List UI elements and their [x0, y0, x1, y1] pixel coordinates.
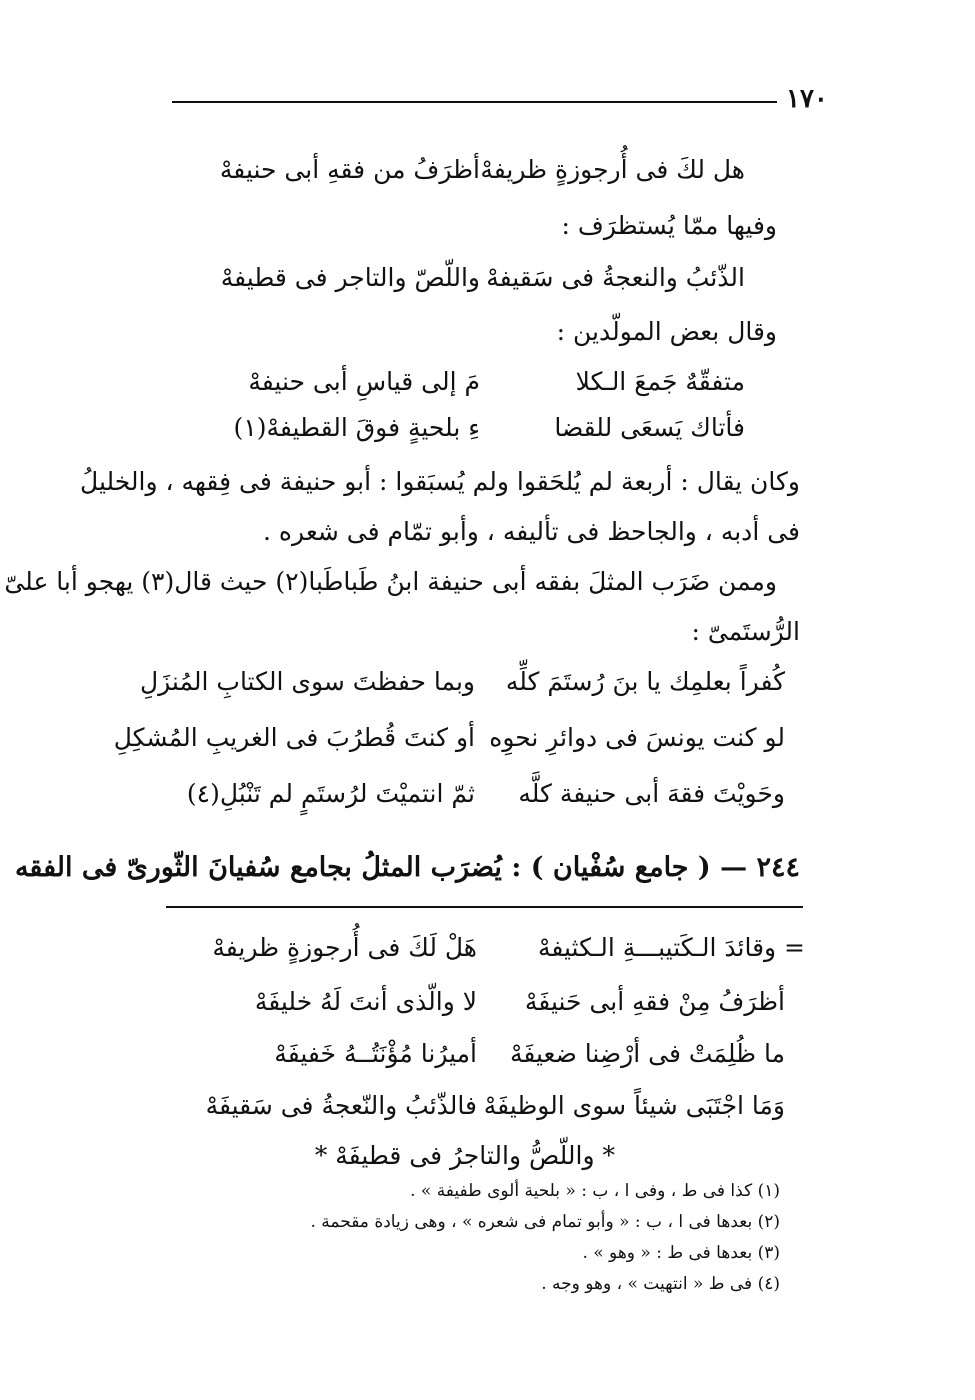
verse-hemistich: أو كنتَ قُطرُبَ فى الغريبِ المُشكِلِ [113, 723, 475, 752]
prose-line: الرُّستَمىّ : [691, 617, 800, 646]
verse-hemistich: واللّصّ والتاجر فى قطيفهْ [220, 263, 480, 292]
footnote: (٢) بعدها فى ا ، ب : « وأبو تمام فى شعره » ، وهى زيادة مقحمة . [310, 1212, 780, 1232]
note-verse-hemistich: ما ظُلِمَتْ فى أرْضِنا ضعيفَهْ [509, 1039, 785, 1068]
verse-hemistich: هل لكَ فى أُرجوزةٍ ظريفهْ [480, 155, 745, 184]
note-verse-hemistich: فالذّئبُ والنّعجةُ فى سَقيفَهْ [205, 1091, 477, 1120]
prose-line: وكان يقال : أربعة لم يُلحَقوا ولم يُسبَقوا : أبو حنيفة فى فِقهه ، والخليلُ [80, 467, 800, 496]
verse-hemistich: الذّئبُ والنعجةُ فى سَقيفهْ [486, 263, 745, 292]
verse-hemistich: وحَويْتَ فقهَ أبى حنيفة كلَّه [518, 779, 785, 808]
intro-line: وقال بعض المولّدين : [556, 317, 777, 346]
footnote: (٣) بعدها فى ط : « وهو » . [582, 1243, 780, 1263]
note-verse-single: * واللّصُّ والتاجرُ فى قطيفَهْ * [314, 1141, 615, 1170]
footnote: (١) كذا فى ط ، وفى ا ، ب : « بلحية ألوى طفيفة » . [410, 1181, 780, 1201]
intro-line: وفيها ممّا يُستظرَف : [561, 211, 777, 240]
footnote: (٤) فى ط « انتهيت » ، وهو وجه . [541, 1274, 780, 1294]
header-rule [172, 101, 777, 103]
verse-hemistich: لو كنت يونسَ فى دوائرِ نحوِه [489, 723, 785, 752]
note-verse-hemistich: وَمَا اجْتَبَى شيئاً سوى الوظيفَهْ [483, 1091, 785, 1120]
verse-hemistich: أظرَفُ من فقهِ أبى حنيفهْ [219, 155, 480, 184]
verse-hemistich: فأتاك يَسعَى للقضا [554, 413, 745, 442]
note-verse-hemistich: لا والّذى أنتَ لَهُ خليفَهْ [254, 987, 477, 1016]
verse-hemistich: متفقّهٌ جَمعَ الـكلا [575, 367, 745, 396]
verse-hemistich: ثمّ انتميْتَ لرُستَمٍ لم تَنْبُلِ(٤) [186, 779, 475, 808]
entry-heading: ٢٤٤ — ( جامع سُفْيان ) : يُضرَب المثلُ بجامع سُفيانَ الثّورىّ فى الفقه [14, 852, 800, 883]
verse-hemistich: وبما حفظتَ سوى الكتابِ المُنزَلِ [139, 667, 475, 696]
prose-line: وممن ضَرَب المثلَ بفقه أبى حنيفة ابنُ طَباطَبا(٢) حيث قال(٣) يهجو أبا علىّ [4, 567, 777, 596]
footnote-rule [166, 906, 803, 908]
note-verse-hemistich: أظرَفُ مِنْ فقهِ أبى حَنيفَهْ [524, 987, 785, 1016]
page-number: ١٧٠ [786, 84, 828, 114]
verse-hemistich: كُفراً بعلمِك يا بنَ رُستَمَ كلِّه [505, 667, 785, 696]
note-verse-hemistich: = وقائدَ الـكَتيبـــةِ الـكثيفهْ [537, 933, 805, 962]
note-verse-hemistich: هَلْ لَكَ فى أُرجوزةٍ ظريفهْ [212, 933, 477, 962]
verse-hemistich: مَ إلى قياسِ أبى حنيفهْ [248, 367, 480, 396]
note-verse-hemistich: أميرُنا مُؤْنَتُــهُ خَفيفَهْ [274, 1039, 477, 1068]
verse-hemistich: ءِ بلحيةٍ فوقَ القطيفهْ(١) [233, 413, 480, 442]
prose-line: فى أدبه ، والجاحظ فى تأليفه ، وأبو تمّام فى شعره . [263, 517, 800, 546]
